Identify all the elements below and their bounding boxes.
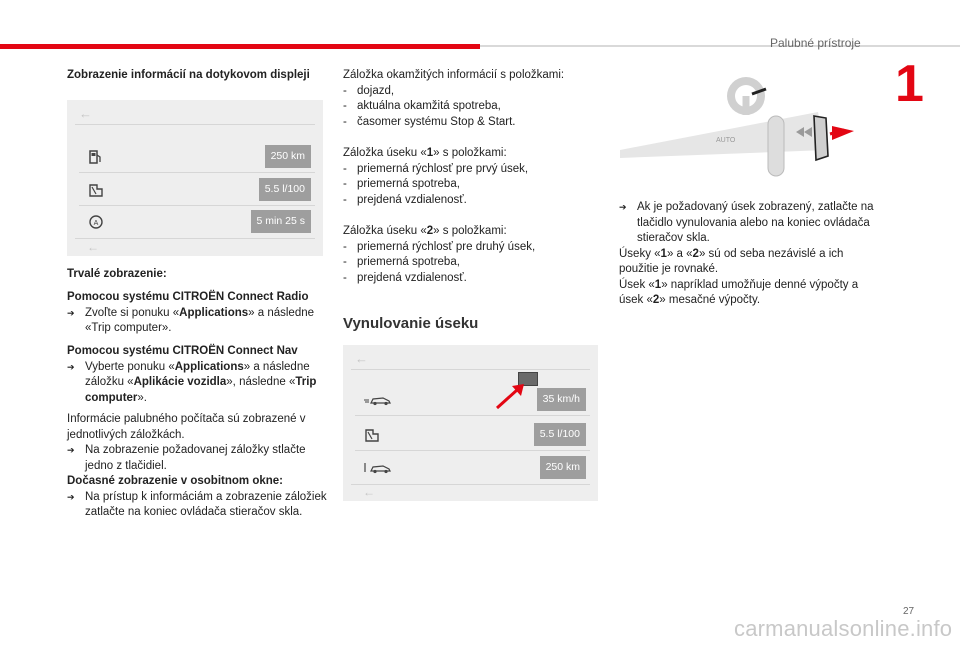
range-value: 250 km [265, 145, 311, 168]
nav-heading: Pomocou systému CITROËN Connect Nav [67, 345, 298, 357]
stop-start-value: 5 min 25 s [251, 210, 311, 233]
instant-item: - aktuálna okamžitá spotreba, [343, 100, 501, 112]
touchscreen-heading: Zobrazenie informácií na dotykovom displeji [67, 69, 310, 81]
screen-row-distance [355, 453, 590, 483]
steering-wheel-icon [727, 77, 766, 115]
usage-paragraph: Úsek «1» napríklad umožňuje denné výpočty a úsek «2» mesačné výpočty. [619, 278, 859, 306]
info-block [67, 412, 329, 521]
temporary-bullet: ➔ Na prístup k informáciám a zobrazenie záložiek zatlačte na koniec ovládača stieračov skla. [67, 490, 327, 518]
consumption-icon [87, 182, 105, 198]
trip2-item: - priemerná rýchlosť pre druhý úsek, [343, 240, 536, 253]
trip2-item: - priemerná spotreba, [343, 256, 460, 268]
screen-row-speed [355, 385, 590, 416]
trip2-tab-block [343, 224, 603, 286]
chapter-number: 1 [895, 55, 924, 113]
screen-row-stop-start [79, 207, 315, 237]
consumption-icon [363, 427, 381, 443]
radio-heading: Pomocou systému CITROËN Connect Radio [67, 291, 309, 303]
permanent-display-heading: Trvalé zobrazenie: [67, 268, 167, 280]
fuel-pump-icon [87, 149, 105, 165]
info-text: Informácie palubného počítača sú zobrazené v jednotlivých záložkách. [67, 413, 306, 441]
bullet-marker-icon: ➔ [67, 491, 75, 502]
section-title: Palubné prístroje [770, 36, 861, 50]
instant-item: - časomer systému Stop & Start. [343, 115, 516, 128]
wiper-stalk-illustration [618, 72, 858, 192]
right-text-block [619, 200, 881, 309]
screen-row-consumption [355, 420, 590, 451]
distance-value: 250 km [540, 456, 586, 479]
instant-tab-block [343, 68, 603, 130]
bullet-marker-icon: ➔ [67, 361, 75, 372]
bullet-marker-icon: ➔ [619, 202, 627, 212]
trip2-item: - prejdená vzdialenosť. [343, 271, 467, 284]
radio-block [67, 290, 327, 337]
bullet-marker-icon: ➔ [67, 445, 75, 455]
stop-start-icon [87, 214, 105, 230]
trip2-intro: Záložka úseku «2» s položkami: [343, 225, 507, 237]
header-red-bar [0, 44, 480, 49]
trip-screen-illustration [67, 100, 323, 256]
car-speed-icon [363, 392, 393, 408]
trip1-item: - prejdená vzdialenosť. [343, 193, 467, 206]
trip1-item: - priemerná spotreba, [343, 178, 460, 190]
back-arrow-icon: ← [355, 351, 368, 366]
watermark: carmanualsonline.info [734, 616, 953, 641]
svg-text:A: A [93, 220, 99, 227]
screen-row-consumption [79, 175, 315, 206]
independence-paragraph: Úseky «1» a «2» sú od seba nezávislé a ich použitie je rovnaké. [619, 247, 844, 275]
bullet-marker-icon: ➔ [67, 307, 75, 318]
svg-text:AUTO: AUTO [716, 137, 736, 144]
reset-screen-illustration [343, 345, 598, 501]
tab-bullet: ➔ Na zobrazenie požadovanej záložky stlačte jedno z tlačidiel. [67, 444, 306, 472]
screen-row-range [79, 142, 315, 173]
instant-intro: Záložka okamžitých informácií s položkami: [343, 69, 565, 81]
trip1-tab-block [343, 146, 603, 208]
header-grey-bar [480, 45, 960, 47]
average-consumption-value: 5.5 l/100 [534, 423, 586, 446]
trip1-intro: Záložka úseku «1» s položkami: [343, 147, 507, 159]
back-arrow-icon: ← [79, 106, 92, 121]
page-number: 27 [903, 606, 915, 617]
radio-bullet: ➔ Zvoľte si ponuku «Applications» a následne «Trip computer». [67, 306, 315, 334]
trip1-item: - priemerná rýchlosť pre prvý úsek, [343, 162, 529, 175]
reset-trip-heading: Vynulovanie úseku [343, 315, 479, 332]
nav-block [67, 344, 327, 406]
car-distance-icon [363, 460, 393, 476]
reset-bullet: ➔ Ak je požadovaný úsek zobrazený, zatlačte na tlačidlo vynulovania alebo na koniec ovládača stieračov skla. [619, 201, 874, 244]
instant-item: - dojazd, [343, 84, 395, 97]
nav-bullet: ➔ Vyberte ponuku «Applications» a následne záložku «Aplikácie vozidla», následne «Trip computer». [67, 360, 317, 404]
average-speed-value: 35 km/h [537, 388, 586, 411]
back-arrow-bottom-icon: ← [87, 240, 99, 254]
consumption-value: 5.5 l/100 [259, 178, 311, 201]
back-arrow-bottom-icon: ← [363, 485, 375, 499]
temporary-display-heading: Dočasné zobrazenie v osobitnom okne: [67, 475, 283, 487]
